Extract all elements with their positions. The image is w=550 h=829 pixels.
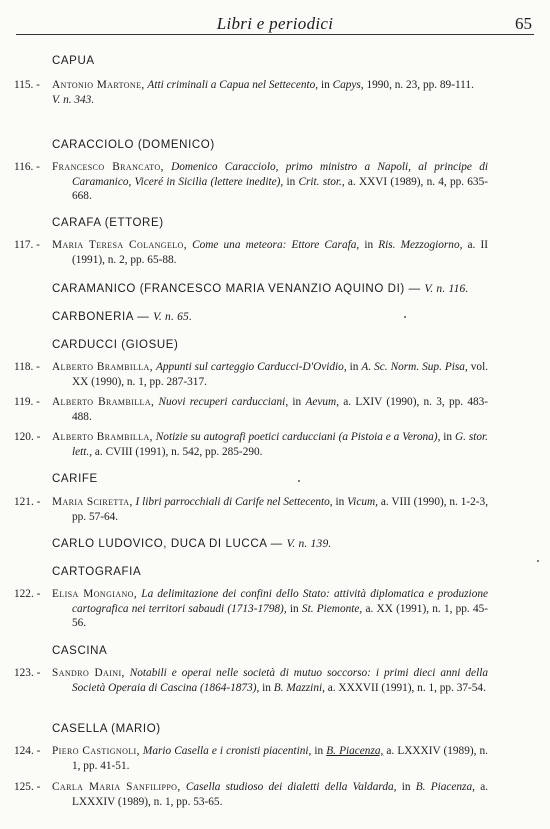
section-heading-cascina: CASCINA bbox=[52, 645, 108, 657]
entry-number: 124. - bbox=[14, 745, 41, 757]
scan-speck bbox=[298, 480, 300, 482]
entry-details: a. VIII (1990), n. 1-2-3, pp. 57-64. bbox=[72, 496, 489, 523]
section-heading-carboneria bbox=[52, 310, 192, 325]
running-header bbox=[16, 14, 534, 36]
section-heading-capua: CAPUA bbox=[52, 55, 95, 67]
entry-in: in bbox=[401, 781, 411, 793]
entry-cross-ref bbox=[52, 93, 488, 108]
entry-author: Alberto Brambilla, bbox=[52, 431, 153, 443]
entry-in: in bbox=[443, 431, 453, 443]
scan-speck bbox=[537, 560, 539, 562]
entry-author: Carla Maria Sanfilippo, bbox=[52, 781, 181, 793]
section-heading-caracciolo: CARACCIOLO (DOMENICO) bbox=[52, 139, 215, 151]
entry-122 bbox=[14, 587, 488, 631]
entry-journal: Ris. Mezzogiorno, bbox=[378, 239, 463, 251]
entry-title: La delimitazione dei confini dello Stato: attività diplomatica e produzione cartografica nei territori sabaudi (1713-1798), bbox=[72, 588, 489, 615]
section-heading-carlo-ludovico bbox=[52, 537, 331, 552]
entry-journal: A. Sc. Norm. Sup. Pisa, bbox=[361, 361, 468, 373]
entry-number: 119. - bbox=[14, 396, 40, 408]
entry-journal: Vicum, bbox=[347, 496, 378, 508]
entry-journal: B. Piacenza, bbox=[415, 781, 475, 793]
entry-journal: B. Mazzini, bbox=[273, 681, 325, 694]
entry-journal: Capys, bbox=[332, 79, 364, 91]
entry-journal: G. stor. lett., bbox=[72, 431, 488, 458]
entry-121 bbox=[14, 495, 488, 524]
section-heading-caramanico bbox=[52, 282, 469, 297]
entry-text bbox=[52, 495, 488, 524]
entry-author: Alberto Brambilla, bbox=[52, 361, 153, 373]
entry-details: a. CVIII (1991), n. 542, pp. 285-290. bbox=[94, 445, 263, 458]
entry-117 bbox=[14, 238, 488, 267]
entry-details: 1990, n. 23, pp. 89-111. bbox=[366, 79, 474, 91]
running-title: Libri e periodici bbox=[216, 14, 334, 33]
section-heading-carducci: CARDUCCI (GIOSUE) bbox=[52, 339, 179, 351]
entry-title: Notizie su autografi poetici carducciani (a Pistoia e a Verona), bbox=[155, 431, 441, 443]
entry-text bbox=[52, 78, 488, 107]
entry-title: I libri parrocchiali di Carife nel Settecento, bbox=[135, 496, 333, 508]
entry-text bbox=[52, 160, 488, 204]
entry-124 bbox=[14, 744, 488, 773]
entry-text bbox=[52, 587, 488, 631]
entry-in: in bbox=[286, 175, 296, 188]
entry-details: a. LXXXIV (1989), n. 1, pp. 53-65. bbox=[72, 781, 489, 808]
entry-author: Sandro Daini, bbox=[52, 667, 125, 679]
section-heading-carafa: CARAFA (ETTORE) bbox=[52, 217, 164, 229]
entry-in: in bbox=[364, 239, 374, 251]
entry-journal: Aevum, bbox=[305, 396, 340, 408]
entry-journal: B. Piacenza, bbox=[326, 745, 384, 757]
section-heading-carife: CARIFE bbox=[52, 473, 98, 485]
entry-number: 120. - bbox=[14, 431, 41, 443]
entry-118 bbox=[14, 360, 488, 389]
entry-details: a. XXVI (1989), n. 4, pp. 635-668. bbox=[72, 175, 488, 202]
entry-116 bbox=[14, 160, 488, 204]
entry-number: 115. - bbox=[14, 79, 40, 91]
entry-details: vol. XX (1990), n. 1, pp. 287-317. bbox=[72, 361, 489, 388]
entry-in: in bbox=[314, 745, 324, 757]
entry-in: in bbox=[349, 361, 359, 373]
section-heading-casella: CASELLA (MARIO) bbox=[52, 723, 161, 735]
entry-details: a. LXXXIV (1989), n. 1, pp. 41-51. bbox=[72, 745, 488, 772]
entry-title: Appunti sul carteggio Carducci-D'Ovidio, bbox=[155, 361, 347, 373]
entry-details: a. LXIV (1990), n. 3, pp. 483-488. bbox=[72, 396, 489, 423]
entry-text bbox=[52, 666, 488, 695]
entry-title: Notabili e operai nelle società di mutuo soccorso: i primi dieci anni della Società Operaia di Cascina (1864-1873), bbox=[72, 667, 488, 694]
entry-title: Mario Casella e i cronisti piacentini, bbox=[142, 745, 312, 757]
entry-in: in bbox=[320, 79, 330, 91]
entry-in: in bbox=[335, 496, 345, 508]
entry-text bbox=[52, 238, 488, 267]
entry-text bbox=[52, 395, 488, 424]
entry-in: in bbox=[292, 396, 302, 408]
heading-label: CARBONERIA — bbox=[52, 311, 150, 323]
entry-author: Alberto Brambilla, bbox=[52, 396, 155, 408]
entry-title: Domenico Caracciolo, primo ministro a Napoli, al principe di Caramanico, Viceré in Sicilia (lettere inedite), bbox=[72, 161, 488, 188]
heading-cross-ref: V. n. 65. bbox=[153, 311, 193, 323]
cross-ref-text: V. n. 343. bbox=[52, 93, 95, 106]
entry-author: Piero Castignoli, bbox=[52, 745, 140, 757]
entry-journal: Crit. stor., bbox=[298, 175, 345, 188]
heading-label: CARLO LUDOVICO, DUCA DI LUCCA — bbox=[52, 538, 283, 550]
entry-number: 122. - bbox=[14, 588, 41, 600]
entry-text bbox=[52, 360, 488, 389]
entry-details: a. II (1991), n. 2, pp. 65-88. bbox=[72, 239, 488, 266]
entry-title: Atti criminali a Capua nel Settecento, bbox=[147, 79, 319, 91]
entry-title: Nuovi recuperi carducciani, bbox=[158, 396, 289, 408]
entry-author: Maria Teresa Colangelo, bbox=[52, 239, 187, 251]
entry-123 bbox=[14, 666, 488, 695]
entry-details: a. XXXVII (1991), n. 1, pp. 37-54. bbox=[327, 681, 486, 694]
entry-in: in bbox=[262, 681, 271, 694]
entry-125 bbox=[14, 780, 488, 809]
entry-details: a. XX (1991), n. 1, pp. 45-56. bbox=[72, 602, 489, 629]
heading-label: CARAMANICO (FRANCESCO MARIA VENANZIO AQUINO DI) — bbox=[52, 283, 421, 295]
scan-speck bbox=[404, 316, 406, 318]
entry-number: 123. - bbox=[14, 667, 41, 679]
entry-text bbox=[52, 430, 488, 459]
heading-cross-ref: V. n. 116. bbox=[424, 283, 469, 295]
entry-number: 121. - bbox=[14, 496, 41, 508]
header-rule bbox=[16, 34, 534, 35]
entry-119 bbox=[14, 395, 488, 424]
entry-text bbox=[52, 744, 488, 773]
entry-120 bbox=[14, 430, 488, 459]
entry-number: 116. - bbox=[14, 161, 40, 173]
heading-cross-ref: V. n. 139. bbox=[286, 538, 332, 550]
entry-number: 125. - bbox=[14, 781, 41, 793]
entry-in: in bbox=[289, 602, 299, 615]
entry-author: Maria Sciretta, bbox=[52, 496, 133, 508]
entry-title: Casella studioso dei dialetti della Valdarda, bbox=[185, 781, 397, 793]
entry-journal: St. Piemonte, bbox=[301, 602, 363, 615]
page-number: 65 bbox=[515, 14, 532, 33]
entry-number: 117. - bbox=[14, 239, 40, 251]
entry-115 bbox=[14, 78, 488, 107]
entry-number: 118. - bbox=[14, 361, 40, 373]
entry-author: Elisa Mongiano, bbox=[52, 588, 138, 600]
entry-text bbox=[52, 780, 488, 809]
entry-title: Come una meteora: Ettore Carafa, bbox=[192, 239, 360, 251]
entry-author: Antonio Martone, bbox=[52, 79, 145, 91]
section-heading-cartografia: CARTOGRAFIA bbox=[52, 566, 142, 578]
entry-author: Francesco Brancato, bbox=[52, 161, 164, 173]
